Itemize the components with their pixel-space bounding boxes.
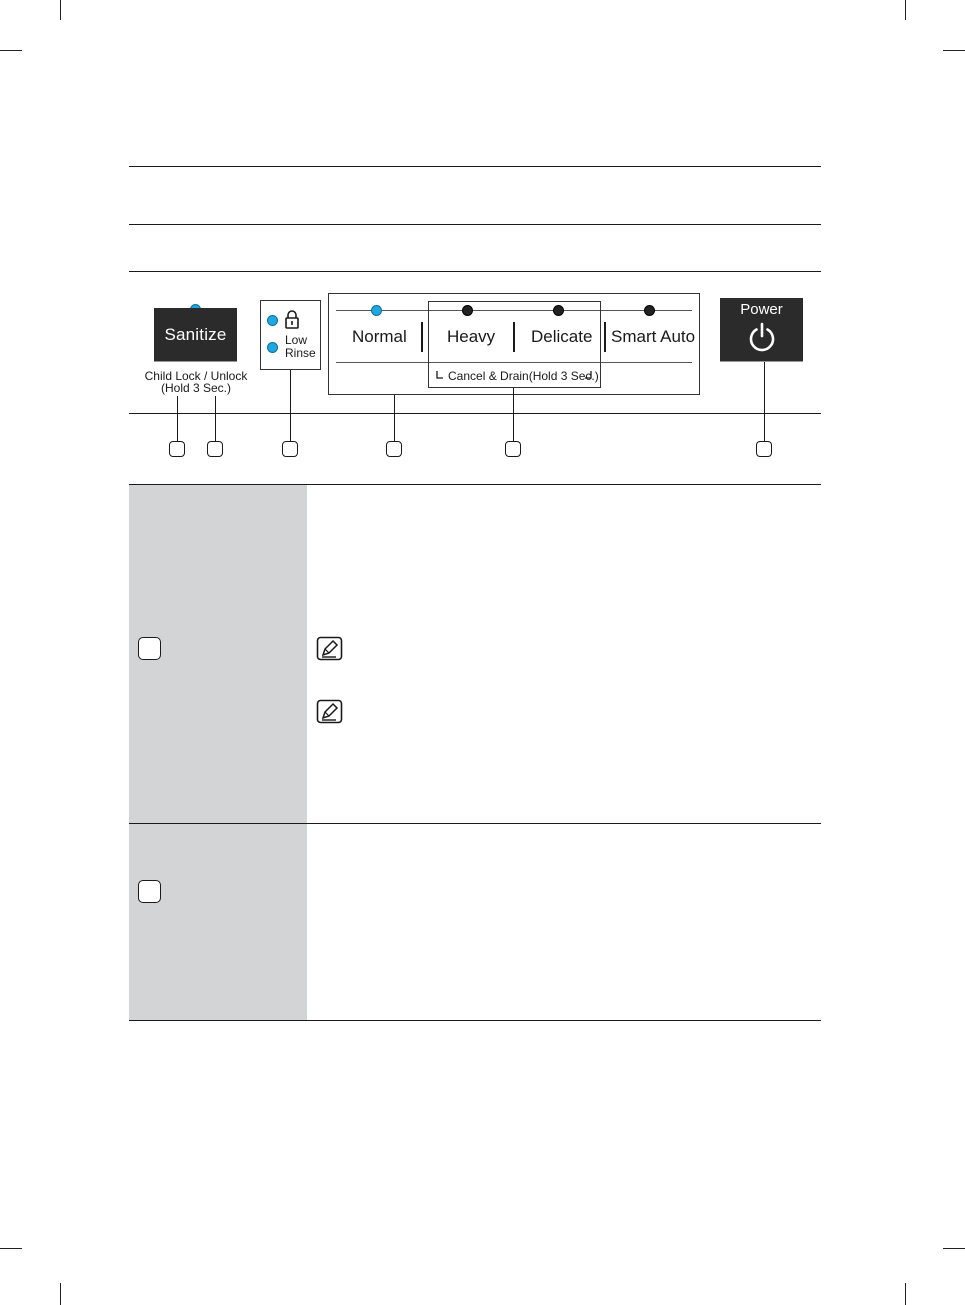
sanitize-button[interactable]: Sanitize — [154, 308, 237, 361]
callout-leader — [513, 388, 514, 441]
cycle-smart-auto-button[interactable]: Smart Auto — [611, 327, 696, 346]
crop-mark — [0, 50, 22, 51]
table-bottom-rule — [129, 1020, 821, 1021]
panel-base-rule — [129, 413, 821, 414]
row-number-marker — [138, 637, 161, 660]
cycle-delicate-button[interactable]: Delicate — [531, 327, 593, 346]
lock-indicator-led — [267, 315, 278, 326]
cycle-normal-button[interactable]: Normal — [352, 327, 407, 346]
callout-leader — [764, 362, 765, 441]
callout-marker — [386, 441, 402, 457]
callout-marker — [756, 441, 772, 457]
power-button[interactable] — [720, 298, 803, 361]
row-number-marker — [138, 880, 161, 903]
low-rinse-label-line2: Rinse — [285, 346, 316, 360]
header-rule — [129, 166, 821, 167]
cycle-divider — [513, 322, 515, 352]
crop-mark — [905, 0, 906, 20]
cycle-divider — [604, 322, 606, 352]
low-rinse-indicator-led — [267, 342, 278, 353]
cancel-drain-label: Cancel & Drain(Hold 3 Sec.) — [448, 369, 599, 383]
callout-marker — [207, 441, 223, 457]
header-rule — [129, 224, 821, 225]
child-lock-label-line1: Child Lock / Unlock — [144, 369, 248, 383]
note-pencil-icon — [316, 636, 343, 661]
normal-indicator-led — [371, 305, 382, 316]
callout-leader — [177, 396, 178, 441]
callout-marker — [169, 441, 185, 457]
low-rinse-label-line1: Low — [285, 333, 308, 347]
delicate-indicator-led — [553, 305, 564, 316]
child-lock-label — [140, 370, 252, 394]
note-pencil-icon — [316, 699, 343, 724]
callout-leader — [215, 396, 216, 441]
crop-mark — [905, 1283, 906, 1305]
crop-mark — [943, 1248, 965, 1249]
crop-mark — [943, 50, 965, 51]
callout-marker — [282, 441, 298, 457]
bracket-right-icon — [584, 370, 592, 380]
header-rule — [129, 271, 821, 272]
callout-marker — [505, 441, 521, 457]
low-rinse-label — [285, 334, 316, 360]
crop-mark — [0, 1248, 22, 1249]
crop-mark — [60, 1283, 61, 1305]
callout-leader — [394, 395, 395, 441]
bracket-left-icon — [436, 370, 444, 380]
table-row-label-cell — [129, 824, 307, 1020]
heavy-indicator-led — [462, 305, 473, 316]
lock-icon — [284, 309, 300, 329]
cycle-heavy-button[interactable]: Heavy — [447, 327, 496, 346]
child-lock-label-line2: (Hold 3 Sec.) — [160, 381, 232, 395]
power-button-label: Power — [740, 301, 783, 318]
power-icon — [746, 321, 778, 353]
cycle-divider — [421, 322, 423, 352]
callout-leader — [290, 370, 291, 441]
crop-mark — [60, 0, 61, 20]
smart-auto-indicator-led — [644, 305, 655, 316]
